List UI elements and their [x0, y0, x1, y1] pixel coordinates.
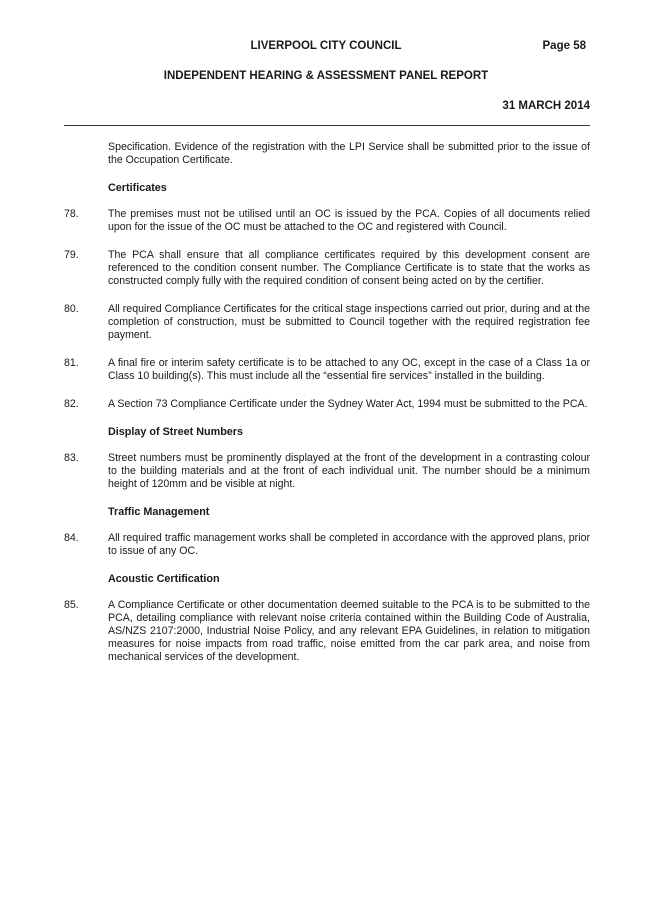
condition-item — [64, 452, 590, 491]
condition-number: 78. — [64, 208, 79, 220]
condition-item — [64, 303, 590, 342]
condition-number: 83. — [64, 452, 79, 464]
page-number: Page 58 — [542, 40, 586, 52]
condition-number: 85. — [64, 599, 79, 611]
section-heading: Display of Street Numbers — [108, 426, 243, 438]
condition-text: A final fire or interim safety certificate is to be attached to any OC, except in the case of a Class 1a or Class 10 building(s). This must include all the “essential fire services” installed in the building. — [108, 357, 590, 382]
condition-text: A Section 73 Compliance Certificate under the Sydney Water Act, 1994 must be submitted to the PCA. — [108, 398, 588, 410]
intro-paragraph: Specification. Evidence of the registration with the LPI Service shall be submitted prior to the issue of the Occupation Certificate. — [108, 141, 590, 166]
condition-text: A Compliance Certificate or other documentation deemed suitable to the PCA is to be submitted to the PCA, detailing compliance with relevant noise criteria contained within the Building Code of Australia, AS/NZS 2107:2000, Industrial Noise Policy, and any relevant EPA Guidelines, in relation to mitigation measures for noise impacts from road traffic, noise emitted from the car park area, and noise from mechanical services of the development. — [108, 599, 590, 663]
condition-number: 84. — [64, 532, 79, 544]
condition-item — [64, 398, 590, 411]
condition-number: 82. — [64, 398, 79, 410]
condition-item — [64, 249, 590, 288]
condition-item — [64, 599, 590, 664]
condition-text: The PCA shall ensure that all compliance certificates required by this development consent are referenced to the condition consent number. The Compliance Certificate is to state that the works as constructed comply fully with the required condition of consent being acted on by the certifier. — [108, 249, 590, 287]
condition-item — [64, 532, 590, 558]
condition-text: Street numbers must be prominently displayed at the front of the development in a contrasting colour to the building materials and at the front of each individual unit. The number should be a minimum height of 120mm and be visible at night. — [108, 452, 590, 490]
document-body — [64, 141, 590, 679]
header-divider — [64, 125, 590, 126]
condition-text: All required traffic management works shall be completed in accordance with the approved plans, prior to issue of any OC. — [108, 532, 590, 557]
condition-text: The premises must not be utilised until an OC is issued by the PCA. Copies of all documents relied upon for the issue of the OC must be attached to the OC and registered with Council. — [108, 208, 590, 233]
council-name: LIVERPOOL CITY COUNCIL — [250, 40, 402, 52]
condition-item — [64, 357, 590, 383]
section-heading: Traffic Management — [108, 506, 210, 518]
report-date: 31 MARCH 2014 — [502, 100, 590, 112]
condition-number: 80. — [64, 303, 79, 315]
condition-text: All required Compliance Certificates for the critical stage inspections carried out prior, during and at the completion of construction, must be submitted to Council together with the required registration fee payment. — [108, 303, 590, 341]
condition-number: 81. — [64, 357, 79, 369]
section-heading: Certificates — [108, 182, 167, 194]
report-title: INDEPENDENT HEARING & ASSESSMENT PANEL REPORT — [163, 70, 489, 82]
section-heading: Acoustic Certification — [108, 573, 220, 585]
condition-number: 79. — [64, 249, 79, 261]
condition-item — [64, 208, 590, 234]
